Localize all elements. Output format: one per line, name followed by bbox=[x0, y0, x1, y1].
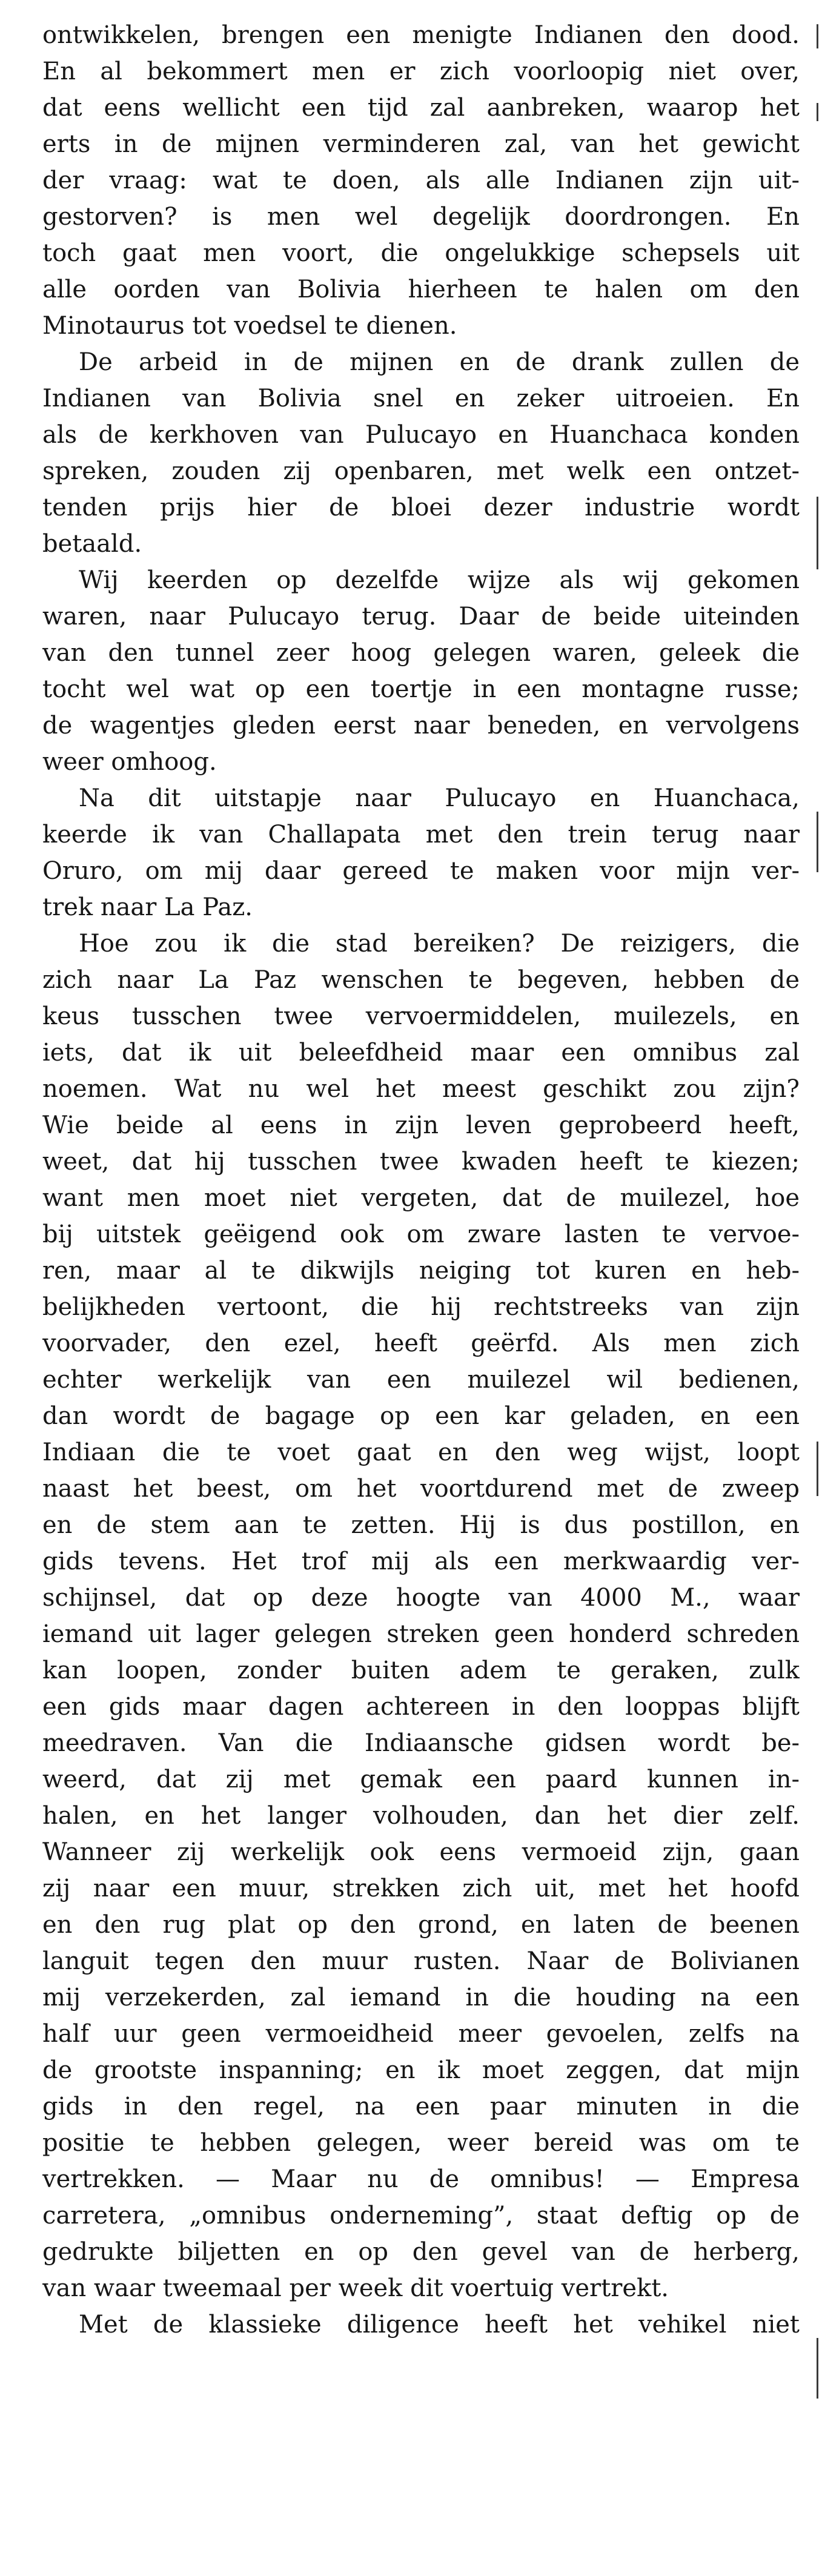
text-line: Minotaurus tot voedsel te dienen. bbox=[42, 312, 457, 340]
margin-rule bbox=[817, 24, 818, 48]
text-line: positie te hebben gelegen, weer bereid was om te bbox=[42, 2129, 800, 2157]
body-text bbox=[42, 17, 800, 2343]
text-line: Wie beide al eens in zijn leven geprobeerd heeft, bbox=[42, 1111, 800, 1139]
text-line: tocht wel wat op een toertje in een montagne russe; bbox=[42, 675, 800, 703]
text-line: der vraag: wat te doen, als alle Indianen zijn uit- bbox=[42, 167, 800, 194]
margin-rule bbox=[817, 497, 818, 569]
text-line: noemen. Wat nu wel het meest geschikt zou zijn? bbox=[42, 1075, 800, 1103]
text-line: ontwikkelen, brengen een menigte Indianen den dood. bbox=[42, 21, 800, 49]
text-line: een gids maar dagen achtereen in den looppas blijft bbox=[42, 1693, 800, 1721]
text-line: want men moet niet vergeten, dat de muilezel, hoe bbox=[42, 1184, 800, 1212]
text-line: dan wordt de bagage op een kar geladen, en een bbox=[42, 1402, 800, 1430]
text-line: spreken, zouden zij openbaren, met welk een ontzet- bbox=[42, 457, 800, 485]
text-line: schijnsel, dat op deze hoogte van 4000 M., waar bbox=[42, 1584, 800, 1612]
text-line: tenden prijs hier de bloei dezer industrie wordt bbox=[42, 494, 800, 521]
text-line: trek naar La Paz. bbox=[42, 893, 253, 921]
text-line: Indianen van Bolivia snel en zeker uitroeien. En bbox=[42, 385, 800, 412]
text-line: bij uitstek geëigend ook om zware lasten te vervoe- bbox=[42, 1220, 800, 1248]
text-line: waren, naar Pulucayo terug. Daar de beide uiteinden bbox=[42, 603, 800, 631]
text-line: iemand uit lager gelegen streken geen honderd schreden bbox=[42, 1620, 800, 1648]
text-line: Wanneer zij werkelijk ook eens vermoeid zijn, gaan bbox=[42, 1838, 800, 1866]
text-line: zij naar een muur, strekken zich uit, met het hoofd bbox=[42, 1875, 800, 1902]
text-line: toch gaat men voort, die ongelukkige schepsels uit bbox=[42, 239, 800, 267]
text-line: kan loopen, zonder buiten adem te geraken, zulk bbox=[42, 1657, 800, 1684]
text-line: echter werkelijk van een muilezel wil bedienen, bbox=[42, 1366, 800, 1394]
margin-rule bbox=[817, 812, 818, 872]
text-line: Hoe zou ik die stad bereiken? De reizigers, die bbox=[79, 930, 800, 958]
text-line: iets, dat ik uit beleefdheid maar een omnibus zal bbox=[42, 1039, 800, 1067]
text-line: carretera, „omnibus onderneming”, staat deftig op de bbox=[42, 2202, 800, 2230]
margin-rule bbox=[817, 1442, 818, 1496]
text-line: en de stem aan te zetten. Hij is dus postillon, en bbox=[42, 1511, 800, 1539]
text-line: meedraven. Van die Indiaansche gidsen wordt be- bbox=[42, 1729, 800, 1757]
text-line: halen, en het langer volhouden, dan het dier zelf. bbox=[42, 1802, 800, 1830]
text-line: ren, maar al te dikwijls neiging tot kuren en heb- bbox=[42, 1257, 800, 1285]
text-line: weet, dat hij tusschen twee kwaden heeft te kiezen; bbox=[42, 1148, 800, 1176]
text-line: gids in den regel, na een paar minuten in die bbox=[42, 2093, 800, 2121]
text-line: de wagentjes gleden eerst naar beneden, en vervolgens bbox=[42, 712, 800, 740]
text-line: als de kerkhoven van Pulucayo en Huanchaca konden bbox=[42, 421, 800, 449]
text-line: gids tevens. Het trof mij als een merkwaardig ver- bbox=[42, 1548, 800, 1575]
text-line: erts in de mijnen verminderen zal, van het gewicht bbox=[42, 130, 800, 158]
text-line: betaald. bbox=[42, 530, 142, 558]
text-line: vertrekken. — Maar nu de omnibus! — Empresa bbox=[42, 2165, 800, 2193]
text-line: Oruro, om mij daar gereed te maken voor mijn ver- bbox=[42, 857, 800, 885]
text-line: languit tegen den muur rusten. Naar de Bolivianen bbox=[42, 1947, 800, 1975]
text-line: keus tusschen twee vervoermiddelen, muilezels, en bbox=[42, 1002, 800, 1030]
text-line: Met de klassieke diligence heeft het vehikel niet bbox=[79, 2311, 800, 2339]
text-line: Indiaan die te voet gaat en den weg wijst, loopt bbox=[42, 1439, 800, 1466]
text-line: weerd, dat zij met gemak een paard kunnen in- bbox=[42, 1766, 800, 1793]
text-line: en den rug plat op den grond, en laten de beenen bbox=[42, 1911, 800, 1939]
text-line: dat eens wellicht een tijd zal aanbreken, waarop het bbox=[42, 94, 800, 122]
text-line: keerde ik van Challapata met den trein terug naar bbox=[42, 821, 800, 849]
text-line: gedrukte biljetten en op den gevel van de herberg, bbox=[42, 2238, 800, 2266]
text-line: alle oorden van Bolivia hierheen te halen om den bbox=[42, 276, 800, 303]
text-line: van waar tweemaal per week dit voertuig vertrekt. bbox=[42, 2274, 669, 2302]
text-line: belijkheden vertoont, die hij rechtstreeks van zijn bbox=[42, 1293, 800, 1321]
text-line: van den tunnel zeer hoog gelegen waren, geleek die bbox=[42, 639, 800, 667]
text-line: Na dit uitstapje naar Pulucayo en Huanchaca, bbox=[79, 784, 800, 812]
text-line: gestorven? is men wel degelijk doordrongen. En bbox=[42, 203, 800, 231]
text-line: half uur geen vermoeidheid meer gevoelen, zelfs na bbox=[42, 2020, 800, 2048]
text-line: En al bekommert men er zich voorloopig niet over, bbox=[42, 58, 800, 85]
text-line: Wij keerden op dezelfde wijze als wij gekomen bbox=[79, 566, 800, 594]
text-line: De arbeid in de mijnen en de drank zullen de bbox=[79, 348, 800, 376]
text-line: naast het beest, om het voortdurend met de zweep bbox=[42, 1475, 800, 1503]
text-line: voorvader, den ezel, heeft geërfd. Als men zich bbox=[42, 1329, 800, 1357]
margin-rule bbox=[817, 2338, 818, 2399]
text-line: mij verzekerden, zal iemand in die houding na een bbox=[42, 1984, 800, 2011]
margin-rule bbox=[817, 103, 818, 121]
text-line: zich naar La Paz wenschen te begeven, hebben de bbox=[42, 966, 800, 994]
text-line: weer omhoog. bbox=[42, 748, 217, 776]
text-line: de grootste inspanning; en ik moet zeggen, dat mijn bbox=[42, 2056, 800, 2084]
